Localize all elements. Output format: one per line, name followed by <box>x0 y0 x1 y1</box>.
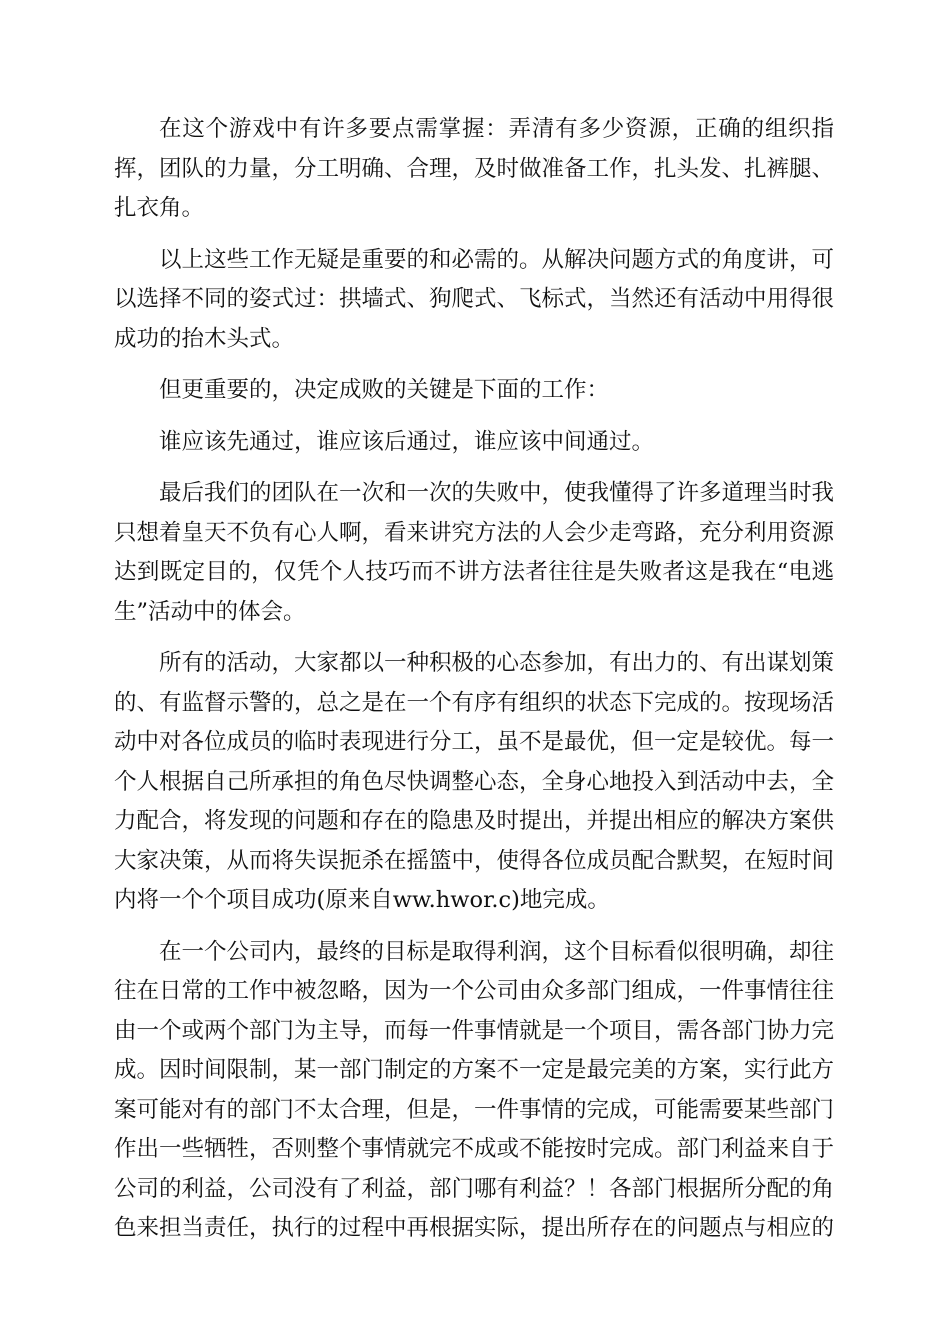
paragraph-4: 谁应该先通过，谁应该后通过，谁应该中间通过。 <box>159 428 655 455</box>
paragraph-7: 在一个公司内，最终的目标是取得利润，这个目标看似很明确，却往往在日常的工作中被忽略，因为一个公司由众多部门组成，一件事情往往由一个或两个部门为主导，而每一件事情就是一个项目，需各部门协力完成。因时间限制，某一部门制定的方案不一定是最完美的方案，实行此方案可能对有的部门不太合理，但是，一件事情的完成，可能需要某些部门作出一些牺牲，否则整个事情就完不成或不能按时完成。部门利益来自于公司的利益，公司没有了利益，部门哪有利益？！各部门根据所分配的角色来担当责任，执行的过程中再根据实际，提出所存在的问题点与相应的 <box>114 938 835 1241</box>
paragraph-6: 所有的活动，大家都以一种积极的心态参加，有出力的、有出谋划策的、有监督示警的，总之是在一个有序有组织的状态下完成的。按现场活动中对各位成员的临时表现进行分工，虽不是最优，但一定是较优。每一个人根据自己所承担的角色尽快调整心态，全身心地投入到活动中去，全力配合，将发现的问题和存在的隐患及时提出，并提出相应的解决方案供大家决策，从而将失误扼杀在摇篮中，使得各位成员配合默契，在短时间内将一个个项目成功(原来自ww.hwor.c)地完成。 <box>114 650 835 913</box>
document-body <box>114 110 834 1261</box>
paragraph-5: 最后我们的团队在一次和一次的失败中，使我懂得了许多道理当时我只想着皇天不负有心人啊，看来讲究方法的人会少走弯路，充分利用资源达到既定目的，仅凭个人技巧而不讲方法者往往是失败者这是我在“电逃生”活动中的体会。 <box>114 480 835 625</box>
paragraph-1: 在这个游戏中有许多要点需掌握：弄清有多少资源，正确的组织指挥，团队的力量，分工明确、合理，及时做准备工作，扎头发、扎裤腿、扎衣角。 <box>114 116 835 221</box>
paragraph-2: 以上这些工作无疑是重要的和必需的。从解决问题方式的角度讲，可以选择不同的姿式过：拱墙式、狗爬式、飞标式，当然还有活动中用得很成功的抬木头式。 <box>114 246 835 352</box>
paragraph-3: 但更重要的，决定成败的关键是下面的工作： <box>159 377 610 403</box>
